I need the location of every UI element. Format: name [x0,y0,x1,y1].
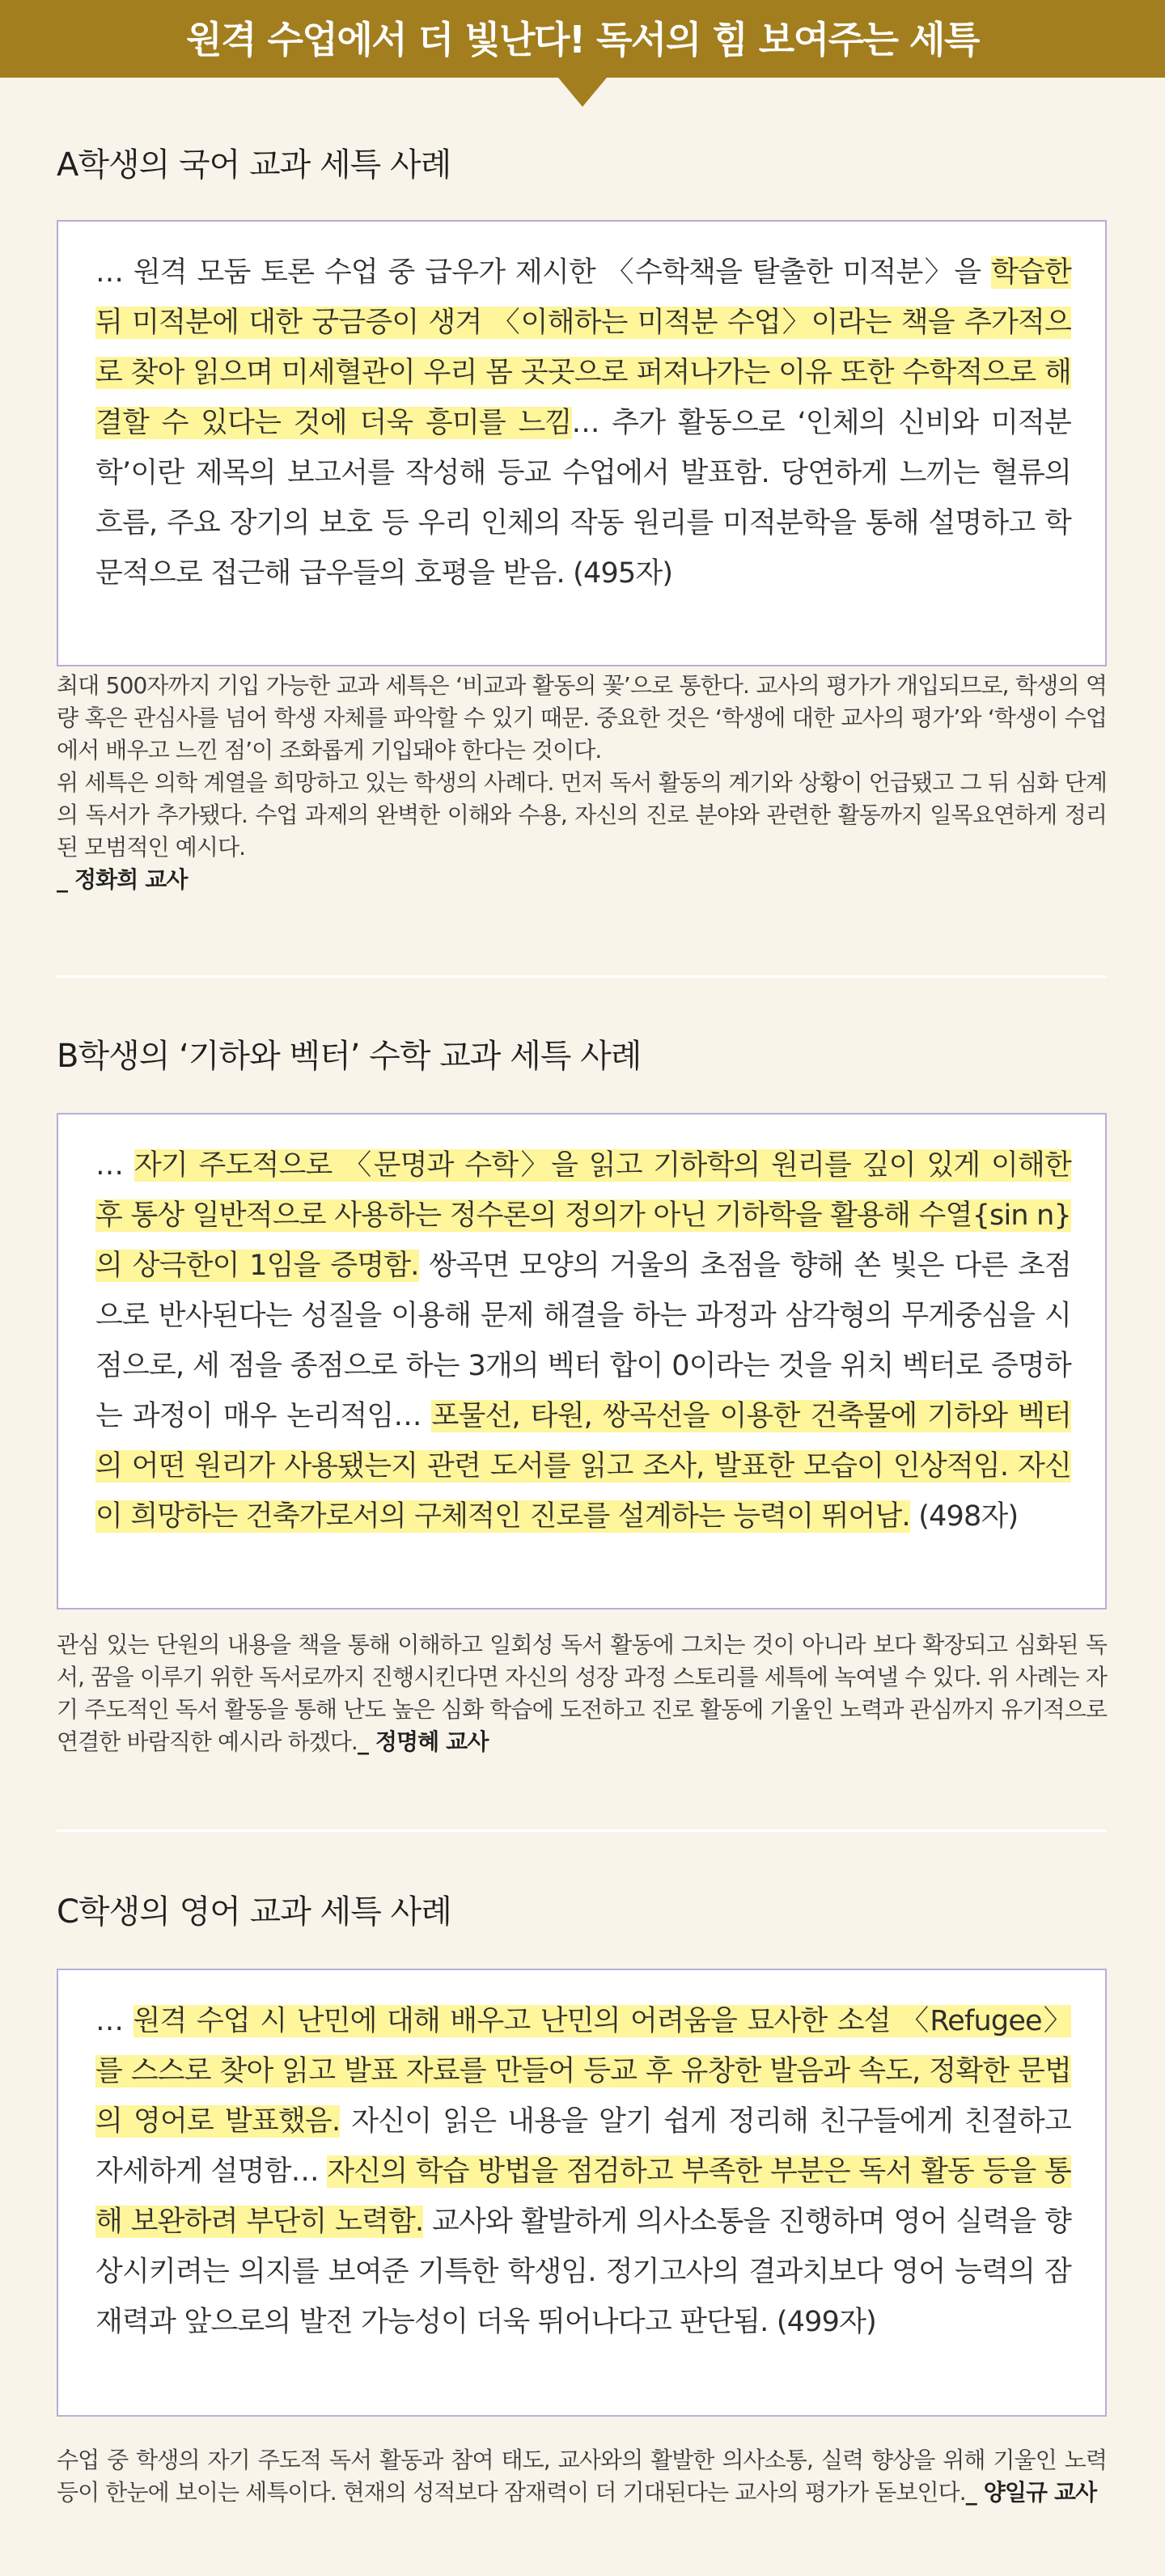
comment-paragraph: 최대 500자까지 기입 가능한 교과 세특은 ‘비교과 활동의 꽃’으로 통한다. 교사의 평가가 개입되므로, 학생의 역량 혹은 관심사를 넘어 학생 자체를 파악할 수 있기 때문. 중요한 것은 ‘학생에 대한 교사의 평가’와 ‘학생이 수업에서 배우고 느낀 점’이 조화롭게 기입돼야 한다는 것이다. [57,672,1107,763]
banner-arrow-pointer [558,78,607,107]
record-text-segment: 쌍곡면 모양의 거울의 초점을 향해 쏜 빛은 다른 초점으로 반사된다는 성질을 이용해 문제 해결을 하는 과정과 삼각형의 무게중심을 시점으로, 세 점을 종점으로 하는 3개의 벡터 합이 0이라는 것을 위치 벡터로 증명하는 과정이 매우 논리적임… [95,1250,1071,1432]
highlighted-text: 포물선, 타원, 쌍곡선을 이용한 건축물에 기하와 벡터의 어떤 원리가 사용됐는지 관련 도서를 읽고 조사, 발표한 모습이 인상적임. 자신이 희망하는 건축가로서의 구체적인 진로를 설계하는 능력이 뛰어남. [95,1400,1071,1533]
highlighted-text: 자기 주도적으로 〈문명과 수학〉을 읽고 기하학의 원리를 깊이 있게 이해한 후 통상 일반적으로 사용하는 정수론의 정의가 아닌 기하학을 활용해 수열{sin n}의 상극한이 1임을 증명함. [95,1149,1071,1282]
banner-title: 원격 수업에서 더 빛난다! 독서의 힘 보여주는 세특 [186,18,979,61]
section-a-teacher-comment [57,670,1107,896]
section-a-record-text [95,247,1071,599]
teacher-signature: _ 정명혜 교사 [357,1728,489,1755]
section-c-record-box [57,1969,1107,2417]
section-b-teacher-comment [57,1629,1107,1758]
section-c [57,1893,1107,2506]
teacher-signature: _ 양일규 교사 [965,2479,1097,2506]
record-text-segment: (498자) [909,1500,1019,1533]
section-c-record-text [95,1996,1071,2347]
record-text-segment: … 원격 모둠 토론 수업 중 급우가 제시한 〈수학책을 탈출한 미적분〉을 [95,256,991,289]
section-c-teacher-comment [57,2444,1107,2509]
section-divider [57,975,1107,978]
highlighted-text: 학습한 뒤 미적분에 대한 궁금증이 생겨 〈이해하는 미적분 수업〉이라는 책을 추가적으로 찾아 읽으며 미세혈관이 우리 몸 곳곳으로 퍼져나가는 이유 또한 수학적으로 해결할 수 있다는 것에 더욱 흥미를 느낌 [95,256,1071,439]
teacher-signature: _ 정화희 교사 [57,866,188,893]
section-c-title: C학생의 영어 교과 세특 사례 [57,1893,451,1931]
section-b-record-box [57,1113,1107,1609]
section-b-title: B학생의 ‘기하와 벡터’ 수학 교과 세특 사례 [57,1038,642,1075]
record-text-segment: … [95,1149,134,1182]
section-a-title: A학생의 국어 교과 세특 사례 [57,146,451,184]
section-divider [57,1829,1107,1832]
section-a-record-box [57,220,1107,666]
comment-paragraph: 위 세특은 의학 계열을 희망하고 있는 학생의 사례다. 먼저 독서 활동의 계기와 상황이 언급됐고 그 뒤 심화 단계의 독서가 추가됐다. 수업 과제의 완벽한 이해와 수용, 자신의 진로 분야와 관련한 활동까지 일목요연하게 정리된 모범적인 예시다. [57,769,1107,861]
highlighted-text: 원격 수업 시 난민에 대해 배우고 난민의 어려움을 묘사한 소설 〈Refugee〉를 스스로 찾아 읽고 발표 자료를 만들어 등교 후 유창한 발음과 속도, 정확한 문법의 영어로 발표했음. [95,2005,1071,2138]
highlighted-text: 자신의 학습 방법을 점검하고 부족한 부분은 독서 활동 등을 통해 보완하려 부단히 노력함. [95,2155,1071,2238]
comment-paragraph [57,1629,1107,1758]
record-text-segment: … 추가 활동으로 ‘인체의 신비와 미적분학’이란 제목의 보고서를 작성해 등교 수업에서 발표함. 당연하게 느끼는 혈류의 흐름, 주요 장기의 보호 등 우리 인체의 작동 원리를 미적분학을 통해 설명하고 학문적으로 접근해 급우들의 호평을 받음. (495자) [95,407,1071,590]
comment-text: 수업 중 학생의 자기 주도적 독서 활동과 참여 태도, 교사와의 활발한 의사소통, 실력 향상을 위해 기울인 노력 등이 한눈에 보이는 세특이다. 현재의 성적보다 잠재력이 더 기대된다는 교사의 평가가 돋보인다. [57,2447,1107,2506]
comment-text: 관심 있는 단원의 내용을 책을 통해 이해하고 일회성 독서 활동에 그치는 것이 아니라 보다 확장되고 심화된 독서, 꿈을 이루기 위한 독서로까지 진행시킨다면 자신의 성장 과정 스토리를 세특에 녹여낼 수 있다. 위 사례는 자기 주도적인 독서 활동을 통해 난도 높은 심화 학습에 도전하고 진로 활동에 기울인 노력과 관심까지 유기적으로 연결한 바람직한 예시라 하겠다. [57,1631,1107,1755]
comment-paragraph [57,2444,1107,2509]
record-text-segment: 자신이 읽은 내용을 알기 쉽게 정리해 친구들에게 친절하고 자세하게 설명함… [95,2105,1071,2188]
record-text-segment: … [95,2005,133,2037]
header-banner [0,0,1165,78]
section-b-record-text [95,1140,1071,1542]
record-text-segment: 교사와 활발하게 의사소통을 진행하며 영어 실력을 향상시키려는 의지를 보여준 기특한 학생임. 정기고사의 결과치보다 영어 능력의 잠재력과 앞으로의 발전 가능성이 더욱 뛰어나다고 판단됨. (499자) [95,2206,1071,2338]
section-a [57,146,1107,893]
section-b [57,1037,1107,1755]
